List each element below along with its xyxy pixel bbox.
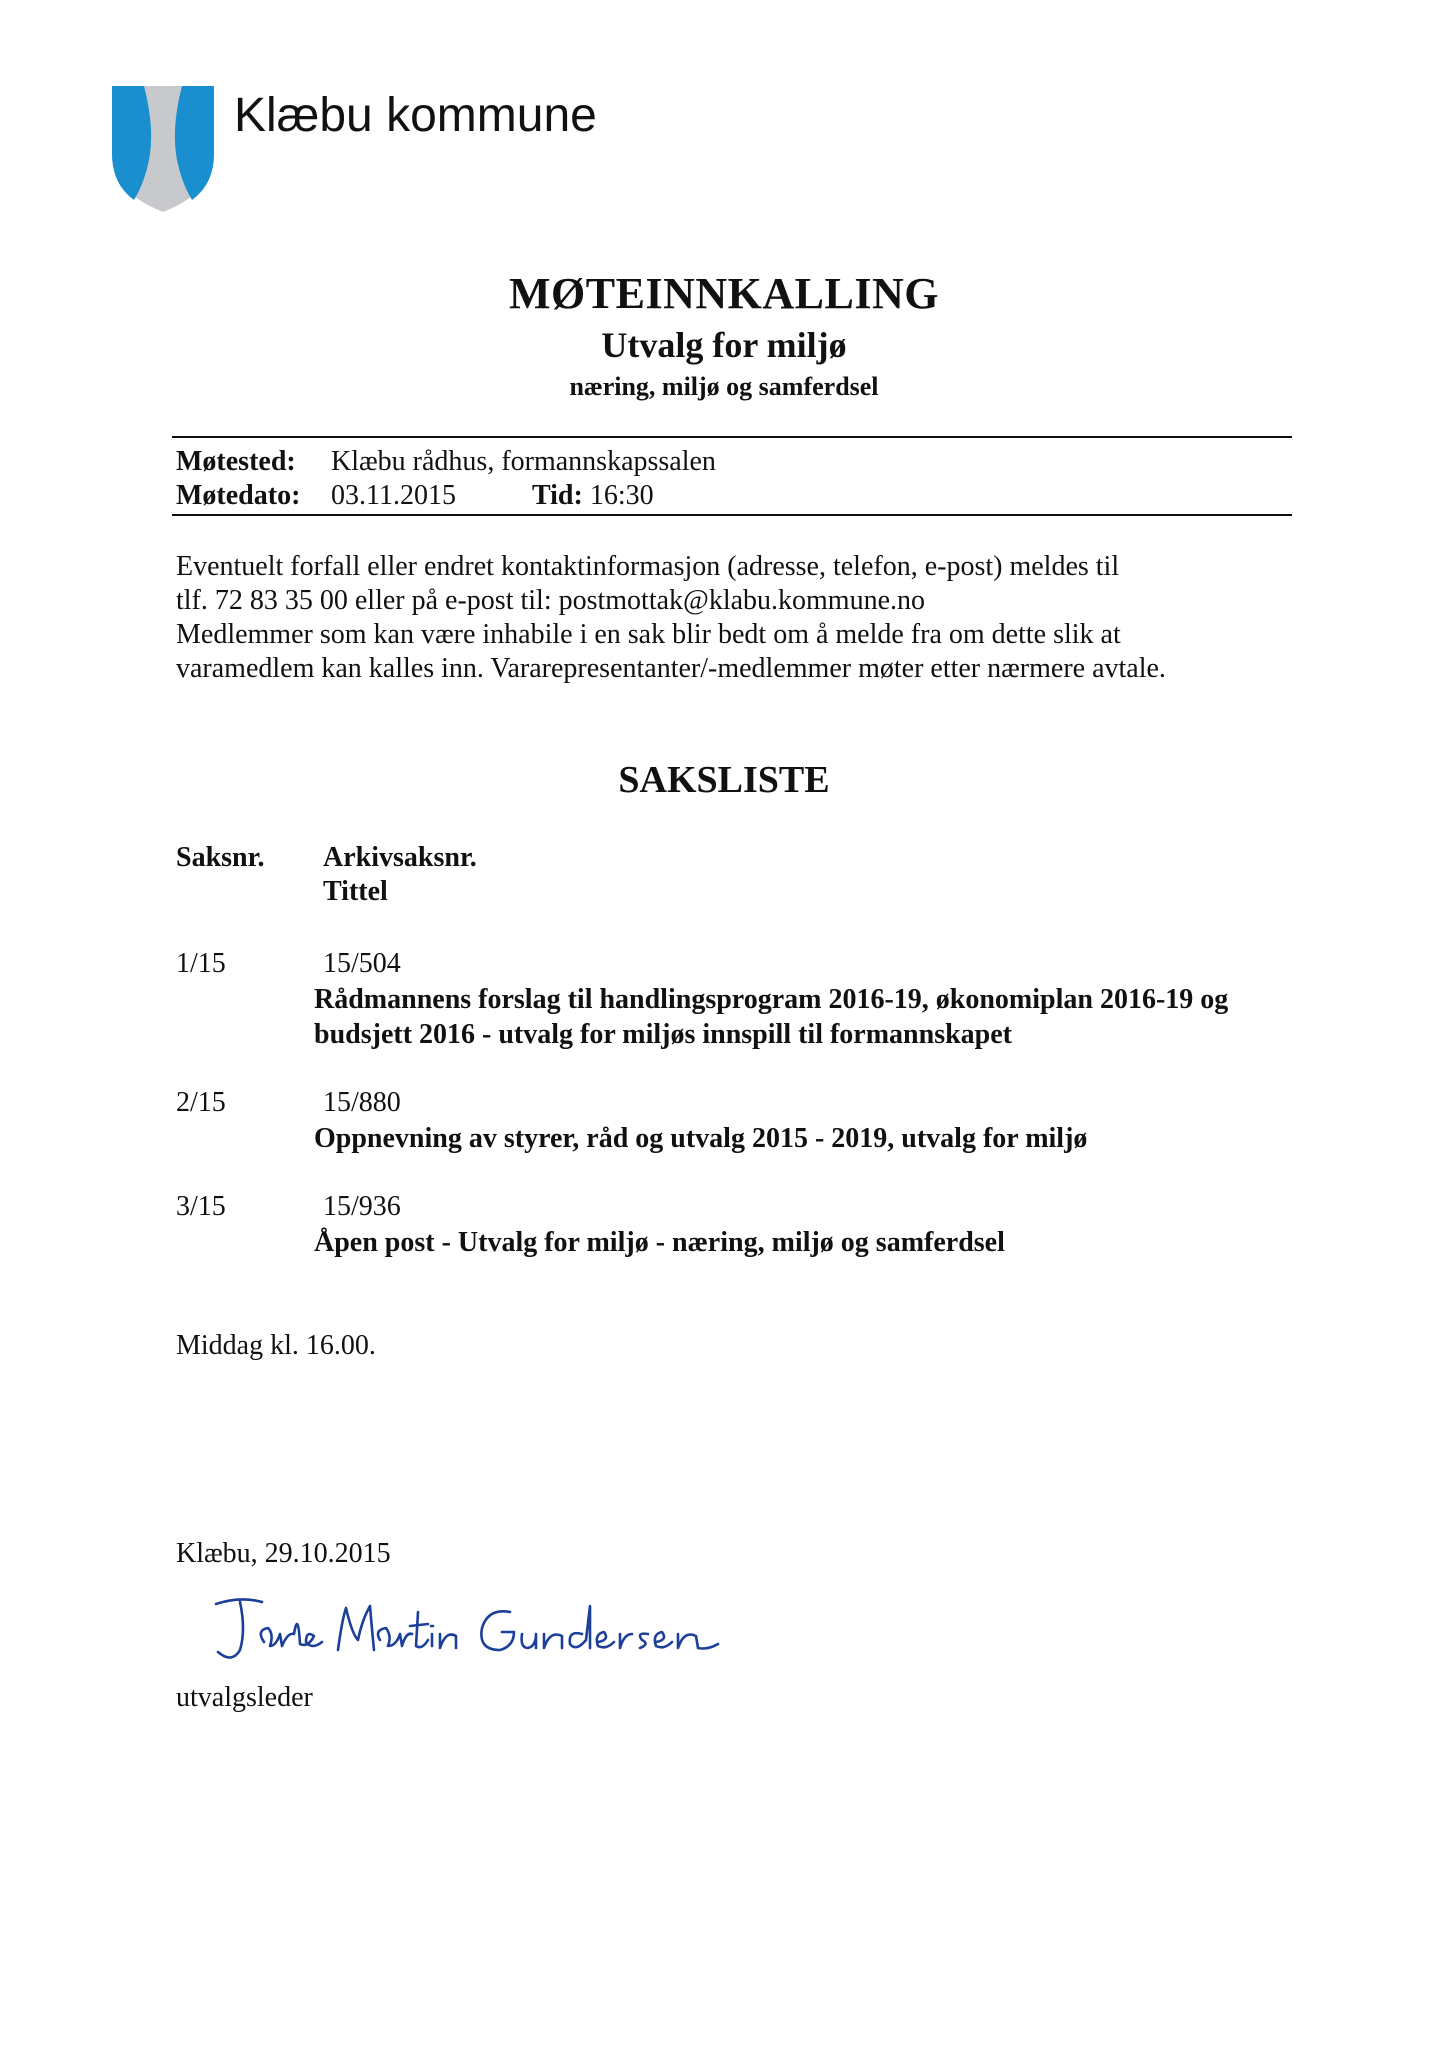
divider-top [172, 436, 1292, 438]
place-and-date: Klæbu, 29.10.2015 [176, 1538, 391, 1569]
signatory-role: utvalgsleder [176, 1682, 313, 1713]
agenda-item-title-line: Åpen post - Utvalg for miljø - næring, miljø og samferdsel [314, 1227, 1005, 1258]
handwritten-signature [210, 1590, 730, 1670]
agenda-item-title [314, 1121, 1314, 1156]
agenda-item-number: 1/15 [176, 948, 226, 979]
info-line: Eventuelt forfall eller endret kontaktinformasjon (adresse, telefon, e-post) meldes til [176, 551, 1120, 582]
agenda-item-number: 2/15 [176, 1087, 226, 1118]
document-title: MØTEINNKALLING [509, 269, 939, 318]
agenda-item-title [314, 982, 1314, 1052]
column-header-saksnr: Saksnr. [176, 842, 265, 873]
info-paragraph [176, 550, 1296, 686]
meeting-place-value: Klæbu rådhus, formannskapssalen [331, 446, 716, 477]
meeting-time-label: Tid: [531, 480, 583, 511]
committee-subtitle: næring, miljø og samferdsel [569, 372, 879, 401]
agenda-item-title-line: Rådmannens forslag til handlingsprogram 2016-19, økonomiplan 2016-19 og [314, 984, 1229, 1015]
info-line: tlf. 72 83 35 00 eller på e-post til: postmottak@klabu.kommune.no [176, 585, 926, 616]
meeting-date-label: Møtedato: [176, 480, 301, 511]
meeting-date-value: 03.11.2015 [331, 480, 456, 511]
column-header-arkivsaksnr: Arkivsaksnr. [323, 842, 477, 873]
info-line: Medlemmer som kan være inhabile i en sak blir bedt om å melde fra om dette slik at [176, 619, 1121, 650]
info-line: varamedlem kan kalles inn. Vararepresentanter/-medlemmer møter etter nærmere avtale. [176, 653, 1166, 684]
meeting-time-value: 16:30 [589, 480, 654, 511]
municipal-shield-icon [110, 84, 216, 214]
agenda-item-title-line: Oppnevning av styrer, råd og utvalg 2015 - 2019, utvalg for miljø [314, 1123, 1088, 1154]
agenda-item-title [314, 1225, 1314, 1260]
agenda-item-title-line: budsjett 2016 - utvalg for miljøs innspill til formannskapet [314, 1019, 1012, 1050]
meeting-place-row [176, 446, 716, 478]
dinner-note: Middag kl. 16.00. [176, 1330, 376, 1361]
agenda-item-archive-number: 15/880 [323, 1087, 401, 1118]
agenda-item-number: 3/15 [176, 1191, 226, 1222]
agenda-item-archive-number: 15/936 [323, 1191, 401, 1222]
column-header-tittel: Tittel [323, 876, 388, 907]
meeting-place-label: Møtested: [176, 446, 296, 477]
agenda-item-archive-number: 15/504 [323, 948, 401, 979]
divider-bottom [172, 514, 1292, 516]
meeting-date-row [176, 480, 654, 512]
committee-name: Utvalg for miljø [601, 325, 847, 365]
organization-name: Klæbu kommune [234, 89, 597, 142]
agenda-heading: SAKSLISTE [618, 759, 830, 801]
